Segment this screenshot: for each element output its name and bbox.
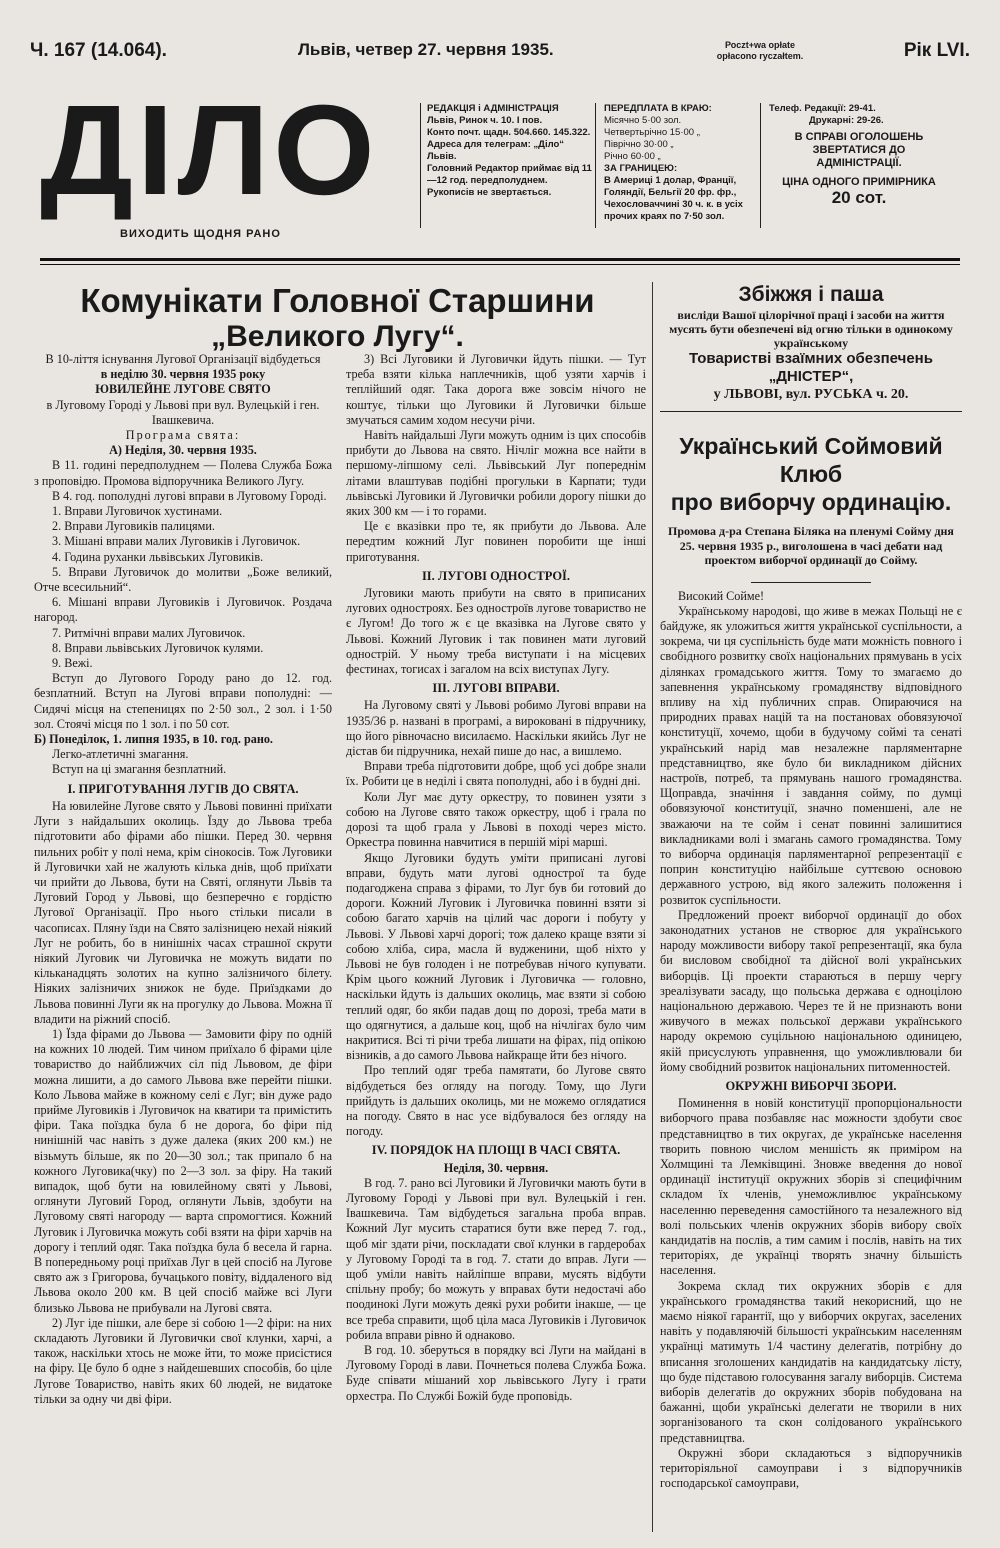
program-item: 8. Вправи львівських Луговичок кулями. [52,640,264,655]
subscription-row: Четвертьрічно 15·00 „ [604,127,700,138]
program-item: 2. Вправи Луговиків палицями. [52,519,215,534]
paragraph: На Луговому святі у Львові робимо Лугові вправи на 1935/36 р. названі в програмі, а вироковані в підручнику, що його рівночасно висилаємо. Наскільки якийсь Луг не дістав би підручника, нехай пише до нас, а вишлемо. [346,698,646,759]
program-item: 5. Вправи Луговичок до молитви „Боже великий, Отче всесильний“. [34,564,332,595]
section-heading: ОКРУЖНІ ВИБОРЧІ ЗБОРИ. [725,1079,897,1093]
sunday-label: А) Неділя, 30. червня 1935. [109,443,257,458]
section-heading: IV. ПОРЯДОК НА ПЛОЩІ В ЧАСІ СВЯТА. [371,1143,621,1158]
paragraph: Окружні збори складаються з відпоручників територіяльної самоуправи і з відпоручників господарської самоуправи, [660,1445,962,1491]
paragraph: Це є вказівки про те, як прибути до Львова. Але передтим кожний Луг повинен поробити ще інші приготування. [346,519,646,564]
advertisement [660,282,962,412]
editorial-line: Конто почт. щадн. 504.660. 145.322. [427,127,591,138]
subscription-row: Річно 60·00 „ [604,151,661,162]
headline-line-2: „Великого Лугу“. [211,320,464,353]
paragraph: Предложений проект виборчої ординації до обох законодатних установ не створює для українського народу можливости вибору такої репрезентації, яка була би висловом свобідної та дійсної волі українських виборців. Ці проекти стараються в першу чергу зреалізувати засаду, що польська держава є одноцілою національною державою. Через те й не признають вони живучого в межах польської держави українського народу окремою суцільною національною одиницею, якій присуслують управнення, що уможливлювали би йому свобідний розвиток національних питоменностей. [660,907,962,1074]
subscription-abroad-text: В Америці 1 долар, Франції, Голяндії, Бельгії 20 фр. фр., Чехословаччині 30 ч. к. в усіх прочих краях по 7·50 зол. [604,175,743,222]
editorial-box [420,103,592,228]
paragraph: 3) Всі Луговики й Луговички йдуть пішки. — Тут треба взяти кілька наплечників, щоб узяти харчів і теплійший одяг. Така дорога вже зовсім нічого не коштує, тільки що Луговики й Луговички більше змучаться самим ходом несучи річи. [346,352,646,427]
article-column-1 [34,352,332,1537]
intro-line: В 10-ліття існування Лугової Організації відбудеться [45,352,321,366]
ad-title: Збіжжя і паша [738,283,884,306]
program-item: 9. Вежі. [52,656,93,671]
editorial-line: Львів, Ринок ч. 10. І пов. [427,115,543,126]
newspaper-logo: ДІЛО [40,79,379,222]
phone-box [760,103,949,228]
paragraph: 1) Їзда фірами до Львова — Замовити фіру по одній на кожних 10 людей. Тим чином приїхало б фірами ціле товариство до найближчих сіл під Львовом, де фіри можна лишити, а до самого Львова вже перейти пішки. Коло Львова майже в кожному селі є Луг; він дуже радо прийме Луговиків і Луговичок на кватири та примістить фіри. Така поїздка була б не дорога, бо фіри під нинішній час навіть з дуже далека (яких 200 км.) не візьмуть більше, як по 20—30 зол.; так припало б на кожного Луговика(чку) по 2—3 зол. за фіру. На такий випадок, щоб бути на ювилейному святі у Львові, оглянути Луговий Город, оглянути Львів, здобути на Луговому святі нагороду — варта спромогтися. Кожний Луговик і Луговичка можуть собі взяти на фіри харчів на дорогу і теплий одяг. Така поїздка була б весела й гарна. В попередньому році приїхав Луг в цей спосіб на Лугове свято аж з Григорова, бучацького повіту, віддаленого від Львова около 200 км. В цей спосіб майже всі Луги близько Львова не прибували на Лугові свята. [34,1026,332,1315]
editorial-line: Головний Редактор приймає від 11—12 год. передполуднем. [427,163,592,186]
price-value: 20 сот. [831,188,887,207]
article-column-3 [660,282,962,1532]
paragraph: Зокрема склад тих окружних зборів є для українського громадянства такий некорисний, що не маємо ніякої гарантії, що у виборчих округах, заселених навіть у подавляючій більшості українським населенням українці матимуть 1/4 частину делегатів, потрібну до вписання зголошених кандидатів на кандидатську лісту, що буде підставою голосування загалу виборців. Система виборів делегатів до окружних зборів побудована на бажанні, щоби українські делегати не творили в них зорганізованого та скон солідованого українського представництва. [660,1278,962,1445]
program-item: 4. Година руханки львівських Луговиків. [52,549,264,564]
paragraph: Легко-атлетичні змагання. [52,747,189,762]
paragraph: Луговики мають прибути на свято в приписаних лугових одностроях. Без одностроїв лугове товариство не є Лугом! До того ж є це вказівка на Лугове свято у Львові. Кожний Луговик і так повинен мати луговий однострій. У ньому треба виступати і на місцевих фестинах, тогисах і загалом на всіх виступах Лугу. [346,586,646,677]
year-volume: Рік LVI. [903,40,970,61]
paragraph: Про теплий одяг треба памятати, бо Лугове свято відбудеться без огляду на погоду. Тому, що Луги прийдуть із дальших околиць, ми не можемо оглядатися на погоду. Свято в нас усе відбувалося без огляду на погоду. [346,1063,646,1139]
issue-number: Ч. 167 (14.064). [30,40,167,61]
ad-company: Товаристві взаїмних обезпечень „ДНІСТЕР“, [689,350,933,385]
section-heading: III. ЛУГОВІ ВПРАВИ. [432,681,560,696]
paragraph: Українському народові, що живе в межах Польщі не є байдуже, як уложиться життя української суспільности, а зокрема, чи ця суспільність буде мати можність повного і свобідного розвитку своїх національних прямувань в усіх ділянках громадського життя. Тому то змагаємо до запевнення українському громадянству відповідного впливу на хід публичних справ. Опираючися на природних правах націй та на постановах обовязуючої конституції, хочемо, щоби в будучому соймі та сенаті український нарід мав незалежне парляментарне представництво, яке було би викладником дійсних настроїв, потреб, та прямувань нашого громадянства. Щоправда, значіння і завдання сойму, по думці обовязуючої конституції, значно поменшені, але не зважаючи на те сойм і сенат повинні залишитися викладниками волі і змагань самого громадянства. Тому то виборча ординація парляментарної репрезентації є поприн конституцію найбільше суттєвою основою державного устрою, від якого залежить положення і розвиток суспільности. [660,603,962,907]
paragraph: Вправи треба підготовити добре, щоб усі добре знали їх. Робити це в неділі і свята пополудні, або і в будні дні. [346,759,646,789]
editorial-line: РЕДАКЦІЯ і АДМІНІСТРАЦІЯ [427,103,559,114]
editorial-line: Рукописів не звертається. [427,187,552,198]
club-headline-line-1: Український Соймовий Клюб [679,433,943,487]
headline-line-1: Комунікати Головної Старшини [80,282,595,319]
paragraph: Вступ до Лугового Городу рано до 12. год. безплатний. Вступ на Лугові вправи пополудні: — Сидячі місця на степеницях по 2·50 зол., 2 зол. і 1·50 зол. Стоячі місця по 1 зол. і по 50 сот. [34,671,332,731]
paragraph: В год. 10. зберуться в порядку всі Луги на майдані в Луговому Городі в лави. Почнеться полева Служба Божа. Буде співати мішаний хор львівського Лугу і грати орхестра. По Службі Божій буде проповідь. [346,1343,646,1403]
club-subtitle: Промова д-ра Степана Біляка на пленумі Сойму дня 25. червня 1935 р., виголошена в часі дебати над проектом виборчої ординації до Сойму. [668,524,954,567]
ad-text: висліди Вашої цілорічної праці і засоби на життя мусять бути обезпечені від огню тільки в одинокому українському [669,308,953,350]
column-divider [652,282,653,1532]
editorial-line: Адреса для телеграм: „Діло“ Львів. [427,139,565,162]
paragraph: Коли Луг має дуту оркестру, то повинен узяти з собою на Лугове свято також оркестру, щоб і грала по дорозі та щоб грала у Львові в поході через місто. Оркестра повинна навчитися в першій мірі марші. [346,789,646,850]
club-headline-line-2: про виборчу ординацію. [670,489,952,515]
paragraph: На ювилейне Лугове свято у Львові повинні приїхати Луги з найдальших околиць. Їзду до Львова треба підготовити або фірами або пішки. Перед 30. червня пильних робіт у полі нема, крім сінокосів. Тож Луговики й Луговички хай не жалують кілька днів, щоб приїхати чи прийти до Львова, бути на Святі, оглянути Львів та Луговий Город у Львові, що безперечно є гордістю Лугової Організації. Про нього стільки писали в часописах. Пляну їзди на Свято залізницею нехай ніякий Луг не робить, бо в нинішніх часах страшної скрути ніякий Луговик чи Луговичка не можуть видати по кільканадцять золотих на купно залізничого білету. Ніяких залізничих знижок не буде. Приїздками до Львова повинні Луги як на прогулку до Львова. Можна її владити на ріжний спосіб. [34,798,332,1026]
section-heading: II. ЛУГОВІ ОДНОСТРОЇ. [421,568,571,583]
masthead-rule-thin [40,264,960,265]
masthead-top-line [30,40,970,70]
postage-line-2: opłacono ryczałtem. [716,51,804,61]
ads-note: В СПРАВІ ОГОЛОШЕНЬ ЗВЕРТАТИСЯ ДО АДМІНІСТРАЦІЇ. [794,131,924,169]
subtitle-rule [751,582,871,583]
club-headline [660,432,962,516]
subscription-box [595,103,759,228]
monday-label: Б) Понеділок, 1. липня 1935, в 10. год. рано. [34,732,273,747]
paragraph: В год. 7. рано всі Луговики й Луговички мають бути в Луговому Городі у Львові при вул. Вулецькій і ген. Івашкевича. Там відбудеться загальна проба вправ. Кожний Луг мусить старатися бути вже перед 7. год., щоб міг здати річи, поскладати свої клунки в гардеробах у Луговому Городі та в год. 7. стати до вправ. Луги — щоб уміли навіть найліпше вправи, мусять відбути спільну пробу; бо можуть у вправах бути недостачі або поодинокі Луги можуть деякі рухи робити інакше, — це все треба справити, щоб ціла маса Луговиків і Луговичок робила вправи рівно й однаково. [346,1175,646,1342]
postage-line-1: Роczt+wa opłate [724,40,796,50]
paragraph: Навіть найдальші Луги можуть одним із цих способів прибути до Львова на свято. Нічліг можна все найти в першому-ліпшому селі. Львівський Луг попереднім літами влаштував подібні прогульки в Карпати; туди львівські Луговики й Луговички робили дорогу пішки до яких 300 км — і то горами. [346,428,646,519]
phone-line: Друкарні: 29-26. [809,115,884,126]
phone-line: Телеф. Редакції: 29-41. [769,103,876,114]
program-item: 6. Мішані вправи Луговиків і Луговичок. Роздача нагород. [34,595,332,625]
intro-event: ЮВИЛЕЙНЕ ЛУГОВЕ СВЯТО [95,382,271,397]
paragraph: В 4. год. пополудні лугові вправи в Луговому Городі. [52,488,327,503]
greeting: Високий Сойме! [678,588,765,603]
article-column-2 [346,352,646,1537]
program-item: 7. Ритмічні вправи малих Луговичок. [52,625,246,640]
paragraph: В 11. годині передполуднем — Полева Служба Божа з проповідю. Промова відпоручника Великого Лугу. [34,458,332,488]
subscription-row: Піврічно 30·00 „ [604,139,674,150]
subscription-abroad: ЗА ГРАНИЦЕЮ: [604,163,678,174]
masthead-rule [40,258,960,261]
postage-note [700,40,820,62]
ad-address: у ЛЬВОВІ, вул. РУСЬКА ч. 20. [713,387,909,402]
program-item: 3. Мішані вправи малих Луговиків і Луговичок. [52,534,301,549]
section-subheading: Неділя, 30. червня. [443,1160,549,1175]
paragraph: Вступ на ці змагання безплатний. [52,762,227,777]
program-label: Програма свята: [125,428,241,443]
intro-place: в Луговому Городі у Львові при вул. Вулецькій і ген. Івашкевича. [46,397,320,427]
section-heading: I. ПРИГОТУВАННЯ ЛУГІВ ДО СВЯТА. [67,781,299,796]
paragraph: 2) Луг іде пішки, але бере зі собою 1—2 фіри: на них складають Луговики й Луговички свої клунки, харчі, а також, наскільки хтось не може йти, то може присістися на фіру. Це було б одне з найдешевших способів, бо ціле Лугове Товариство, навіть яких 60 людей, не видатоке тільки за одну чи дві фіри. [34,1315,332,1406]
paragraph: Якщо Луговики будуть уміти приписані лугові вправи, будуть мати лугові однострої та буде подагоджена справа з фірами, то Луг був би готовий до дороги. Кожний Луговик і Луговичка повинні взяти зі собою багато харчів на цілий час дороги і побуту у Львові. У Львові харчі дорогі; тож далеко краще взяти зі собою хліба, сира, масла й вудженини, щоб ніхто у Львові не був голоден і не потребував нічого купувати. Крім цього кожний Луговик і Луговичка — головно, наскільки йдуть із дальших околиць, має взяти зі собою теплий одяг, бо якби падав дощ по дорозі, треба мати в що одягнутися, а дальше коц, щоб на нічлігах було чим накритися. Всі ті річи треба лишати на фірах, під опікою візників, а до самого Львова найкраще йти без нічого. [346,850,646,1063]
paragraph: Поминення в новій конституції пропорціональности виборчого права позбавляє нас можности здобути своє представництво в тих округах, де українське населення творить повною числом меншість як приміром на Холмщині та Лемківщині. Зновже введення до нової ординації інституції окружних зборів зі специфічним складом їх членів, унеможливлює українському населенню переведення самостійного та незалежного від волі польських членів окружних зборів вибору своїх кандидатів на послів, а тим самим і послів, навіть на тих територіях, де українці творять значну більшість населення. [660,1096,962,1278]
tagline: ВИХОДИТЬ ЩОДНЯ РАНО [120,228,281,240]
price-label: ЦІНА ОДНОГО ПРИМІРНИКА [782,176,936,188]
city-date: Львів, четвер 27. червня 1935. [298,40,554,59]
subscription-title: ПЕРЕДПЛАТА В КРАЮ: [604,103,712,114]
intro-date: в неділю 30. червня 1935 року [100,367,266,382]
program-item: 1. Вправи Луговичок хустинами. [52,504,223,519]
main-headline [30,282,645,354]
subscription-row: Місячно 5·00 зол. [604,115,682,126]
